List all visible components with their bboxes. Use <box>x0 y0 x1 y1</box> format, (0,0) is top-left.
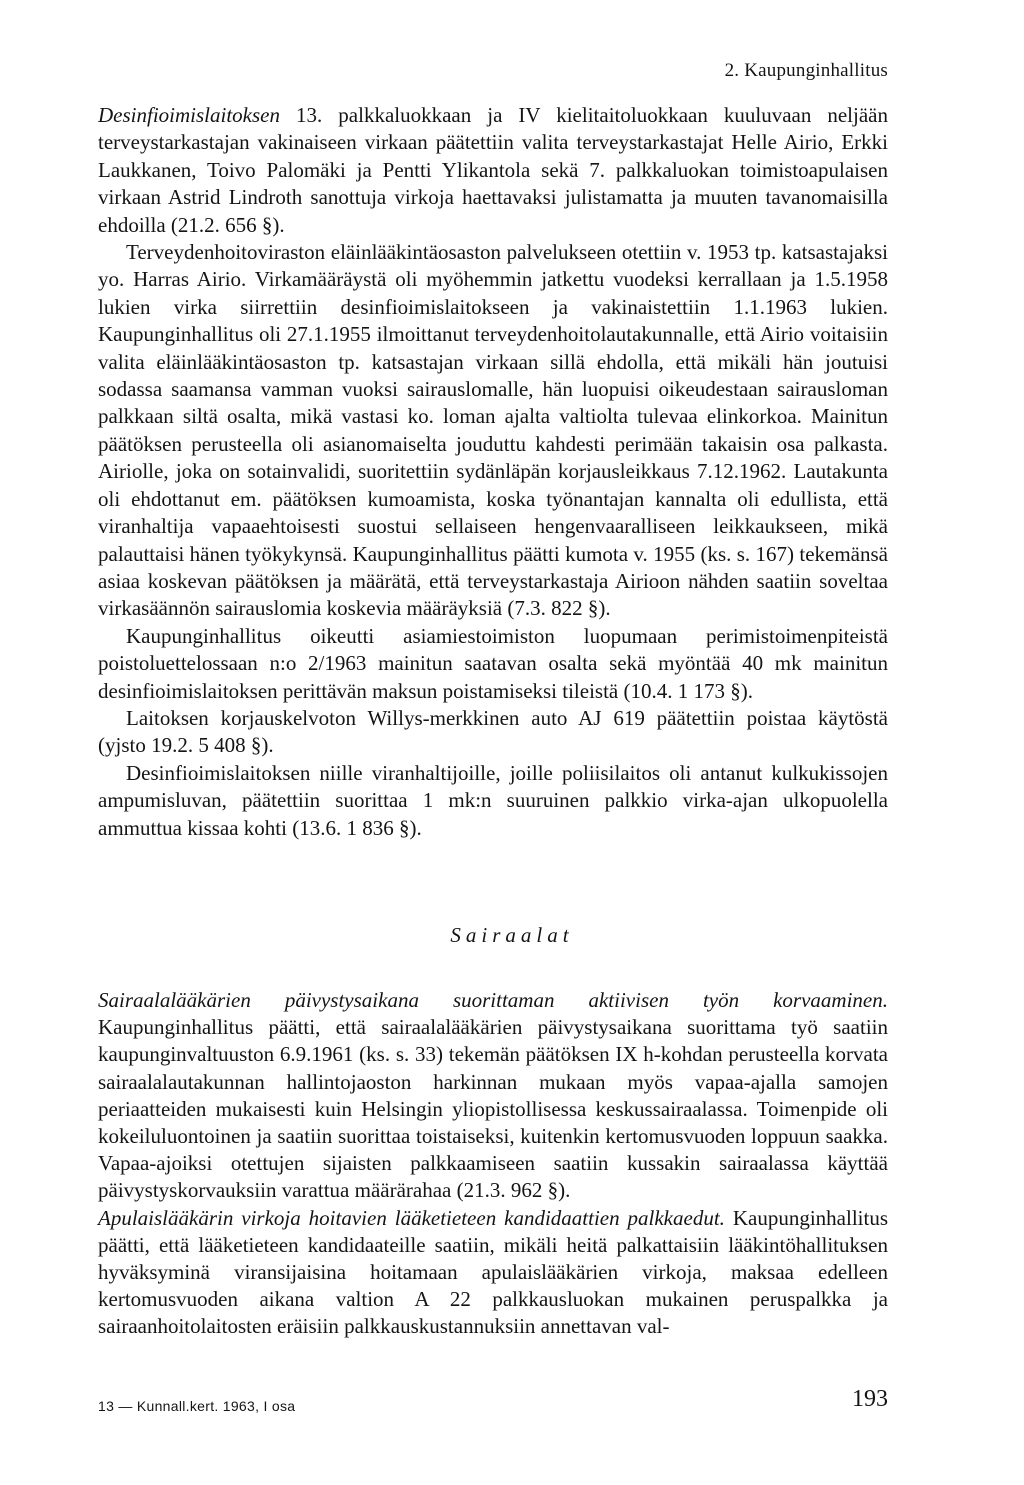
paragraph <box>98 987 888 1205</box>
paragraph <box>98 1205 888 1341</box>
printer-signature: 13 — Kunnall.kert. 1963, I osa <box>98 1398 296 1414</box>
paragraph-lead: Sairaalalääkärien päivystysaikana suorittaman aktiivisen työn korvaaminen. <box>98 988 888 1012</box>
paragraph: Terveydenhoitoviraston eläinlääkintäosaston palvelukseen otettiin v. 1953 tp. katsastajaksi yo. Harras Airio. Virkamääräystä oli myöhemmin jatkettu vuodeksi kerrallaan ja 1.5.1958 lukien virka siirrettiin desinfioimislaitokseen ja vakinaistettiin 1.1.1963 lukien. Kaupunginhallitus oli 27.1.1955 ilmoittanut terveydenhoitolautakunnalle, että Airio voitaisiin valita eläinlääkintäosaston tp. katsastajan virkaan sillä ehdolla, että mikäli hän joutuisi sodassa saamansa vamman vuoksi sairauslomalle, hän luopuisi oikeudestaan sairausloman palkkaan siltä osalta, mikä vastasi ko. loman ajalta valtiolta tulevaa elinkorkoa. Mainitun päätöksen perusteella oli asianomaiselta jouduttu kahdesti perimään takaisin osa palkasta. Airiolle, joka on sotainvalidi, suoritettiin sydänläpän korjausleikkaus 7.12.1962. Lautakunta oli ehdottanut em. päätöksen kumoamista, koska työnantajan kannalta oli edullista, että viranhaltija vapaaehtoisesti suostui sellaiseen hengenvaaralliseen leikkaukseen, mikä palauttaisi hänen työkykynsä. Kaupunginhallitus päätti kumota v. 1955 (ks. s. 167) tekemänsä asiaa koskevan päätöksen ja määrätä, että terveystarkastaja Airioon nähden saatiin soveltaa virkasäännön sairauslomia koskevia määräyksiä (7.3. 822 §). <box>98 240 888 621</box>
paragraph-lead: Apulaislääkärin virkoja hoitavien lääketieteen kandidaattien palkkaedut. <box>98 1205 725 1230</box>
section-heading: Sairaalat <box>450 923 574 947</box>
main-text-block <box>98 102 888 842</box>
running-header: 2. Kaupunginhallitus <box>724 60 888 81</box>
section-text-block <box>98 987 888 1341</box>
paragraph-text: Kaupunginhallitus päätti, että lääketieteen kandidaateille saatiin, mikäli heitä palkattaisiin lääkintöhallituksen hyväksyminä viransijaisina hoitamaan apulaislääkärien virkoja, maksaa edelleen kertomusvuoden aikana valtion A 22 palkkausluokan mukainen peruspalkka ja sairaanhoitolaitosten eräisiin palkkauskustannuksiin annettavan val- <box>98 1205 889 1339</box>
paragraph: Desinfioimislaitoksen niille viranhaltijoille, joille poliisilaitos oli antanut kulkukissojen ampumisluvan, päätettiin suorittaa 1 mk:n suuruinen palkkio virka-ajan ulkopuolella ammuttua kissaa kohti (13.6. 1 836 §). <box>98 760 888 840</box>
paragraph-text: 13. palkkaluokkaan ja IV kielitaitoluokkaan kuuluvaan neljään terveystarkastajan vakinaiseen virkaan päätettiin valita terveystarkastajat Helle Airio, Erkki Laukkanen, Toivo Palomäki ja Pentti Ylikantola sekä 7. palkkaluokan toimistoapulaisen virkaan Astrid Lindroth sanottuja virkoja haettavaksi julistamatta ja muuten tavanomaisilla ehdoilla (21.2. 656 §). <box>98 103 888 237</box>
paragraph-lead: Desinfioimislaitoksen <box>98 103 280 127</box>
paragraph-text: Kaupunginhallitus päätti, että sairaalalääkärien päivystysaikana suorittama työ saatiin kaupunginvaltuuston 6.9.1961 (ks. s. 33) tekemän päätöksen IX h-kohdan perusteella korvata sairaalalautakunnan hallintojaoston harkinnan mukaan myös vapaa-ajalla samojen periaatteiden mukaisesti kuin Helsingin yliopistollisessa keskussairaalassa. Toimenpide oli kokeiluluontoinen ja saatiin suorittaa toistaiseksi, kuitenkin kertomusvuoden loppuun saakka. Vapaa-ajoiksi otettujen sijaisten palkkaamiseen saatiin kussakin sairaalassa käyttää päivystyskorvauksiin varattua määrärahaa (21.3. 962 §). <box>98 1015 888 1203</box>
paragraph <box>98 102 888 239</box>
page-number: 193 <box>852 1386 888 1412</box>
paragraph: Kaupunginhallitus oikeutti asiamiestoimiston luopumaan perimistoimenpiteistä poistoluettelossaan n:o 2/1963 mainitun saatavan osalta sekä myöntää 40 mk mainitun desinfioimislaitoksen perittävän maksun poistamiseksi tileistä (10.4. 1 173 §). <box>98 623 888 703</box>
paragraph: Laitoksen korjauskelvoton Willys-merkkinen auto AJ 619 päätettiin poistaa käytöstä (yjsto 19.2. 5 408 §). <box>98 705 888 758</box>
